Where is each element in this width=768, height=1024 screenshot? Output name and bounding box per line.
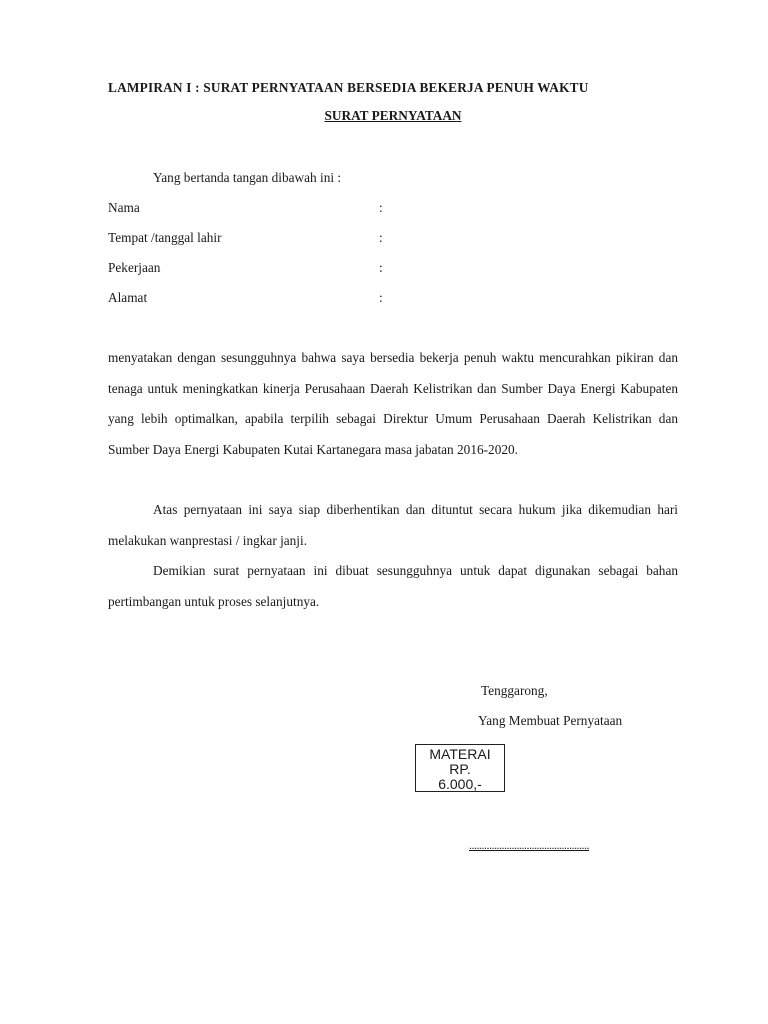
closing-paragraph: Demikian surat pernyataan ini dibuat sesungguhnya untuk dapat digunakan sebagai bahan pertimbangan untuk proses selanjutnya. xyxy=(108,563,678,609)
field-label-alamat: Alamat xyxy=(108,290,148,305)
sanction-paragraph: Atas pernyataan ini saya siap diberhentikan dan dituntut secara hukum jika dikemudian hari melakukan wanprestasi / ingkar janji. xyxy=(108,502,678,548)
field-label-nama: Nama xyxy=(108,200,140,215)
place-text: Tenggarong, xyxy=(481,683,548,698)
field-label-pekerjaan: Pekerjaan xyxy=(108,260,161,275)
stamp-line-3: 6.000,- xyxy=(438,776,482,792)
field-label-tempat-tanggal-lahir: Tempat /tanggal lahir xyxy=(108,230,222,245)
maker-text: Yang Membuat Pernyataan xyxy=(478,713,623,728)
stamp-line-1: MATERAI xyxy=(429,746,491,762)
field-colon-alamat: : xyxy=(379,290,383,305)
field-colon-tempat-tanggal-lahir: : xyxy=(379,230,383,245)
intro-text: Yang bertanda tangan dibawah ini : xyxy=(153,170,342,185)
stamp-box xyxy=(415,744,505,792)
stamp-line-2: RP. xyxy=(449,761,471,777)
signature-line: ................................................ xyxy=(469,838,589,852)
document-heading: LAMPIRAN I : SURAT PERNYATAAN BERSEDIA BEKERJA PENUH WAKTU xyxy=(108,80,589,95)
field-colon-pekerjaan: : xyxy=(379,260,383,275)
document-title: SURAT PERNYATAAN xyxy=(324,108,462,123)
statement-paragraph: menyatakan dengan sesungguhnya bahwa saya bersedia bekerja penuh waktu mencurahkan pikiran dan tenaga untuk meningkatkan kinerja Perusahaan Daerah Kelistrikan dan Sumber Daya Energi Kabupaten yang lebih optimalkan, apabila terpilih sebagai Direktur Umum Perusahaan Daerah Kelistrikan dan Sumber Daya Energi Kabupaten Kutai Kartanegara masa jabatan 2016-2020. xyxy=(108,350,678,457)
field-colon-nama: : xyxy=(379,200,383,215)
